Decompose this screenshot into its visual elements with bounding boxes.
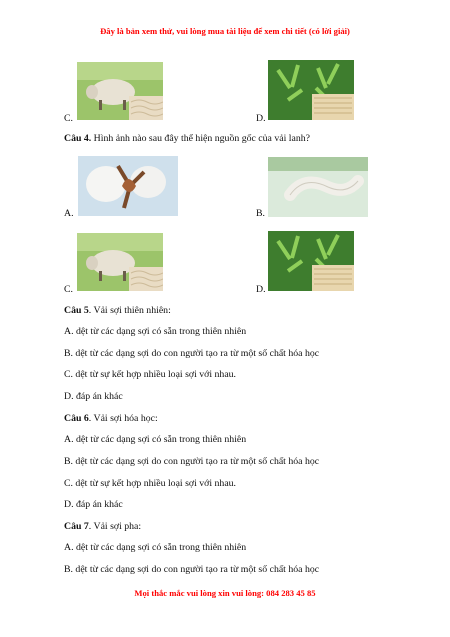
q7-option-a: A. dệt từ các dạng sợi có sẵn trong thiên nhiên [64, 542, 247, 553]
q5-option-c: C. dệt từ sự kết hợp nhiều loại sợi với nhau. [64, 369, 237, 380]
question-7-text: . Vải sợi pha: [88, 521, 142, 532]
q5-option-b: B. dệt từ các dạng sợi do con người tạo ra từ một số chất hóa học [64, 348, 320, 359]
question-5 [64, 305, 171, 317]
question-6-number: Câu 6 [64, 413, 89, 424]
sheep-image-2 [77, 233, 163, 291]
option-c-label: C. [64, 113, 73, 124]
question-5-number: Câu 5 [64, 305, 89, 316]
header-notice: Đây là bản xem thử, vui lòng mua tài liệu để xem chi tiết (có lời giải) [100, 26, 350, 36]
question-6-text: . Vải sợi hóa học: [88, 413, 158, 424]
q6-option-b: B. dệt từ các dạng sợi do con người tạo ra từ một số chất hóa học [64, 456, 320, 467]
q7-option-b: B. dệt từ các dạng sợi do con người tạo ra từ một số chất hóa học [64, 564, 320, 575]
q4-option-a-label: A. [64, 208, 74, 219]
cotton-image [78, 156, 178, 216]
q6-option-d: D. đáp án khác [64, 499, 123, 510]
q4-option-b-label: B. [256, 208, 265, 219]
q4-option-d-label: D. [256, 284, 266, 295]
sheep-image [77, 62, 163, 120]
q6-option-a: A. dệt từ các dạng sợi có sẵn trong thiên nhiên [64, 434, 247, 445]
footer-notice: Mọi thắc mắc vui lòng xin vui lòng: 084 283 45 85 [134, 588, 316, 598]
q5-option-d: D. đáp án khác [64, 391, 123, 402]
question-4 [64, 133, 310, 145]
option-d-label: D. [256, 113, 266, 124]
question-5-text: . Vải sợi thiên nhiên: [88, 305, 171, 316]
silkworm-image [268, 157, 368, 217]
q4-option-c-label: C. [64, 284, 73, 295]
question-7-number: Câu 7 [64, 521, 89, 532]
q5-option-a: A. dệt từ các dạng sợi có sẵn trong thiên nhiên [64, 326, 247, 337]
question-4-text: Hình ảnh nào sau đây thể hiện nguồn gốc của vải lanh? [91, 133, 310, 144]
flax-plant-image-2 [268, 231, 354, 291]
q6-option-c: C. dệt từ sự kết hợp nhiều loại sợi với nhau. [64, 478, 237, 489]
flax-plant-image [268, 60, 354, 120]
question-7 [64, 521, 141, 533]
question-4-number: Câu 4. [64, 133, 92, 144]
question-6 [64, 413, 158, 425]
